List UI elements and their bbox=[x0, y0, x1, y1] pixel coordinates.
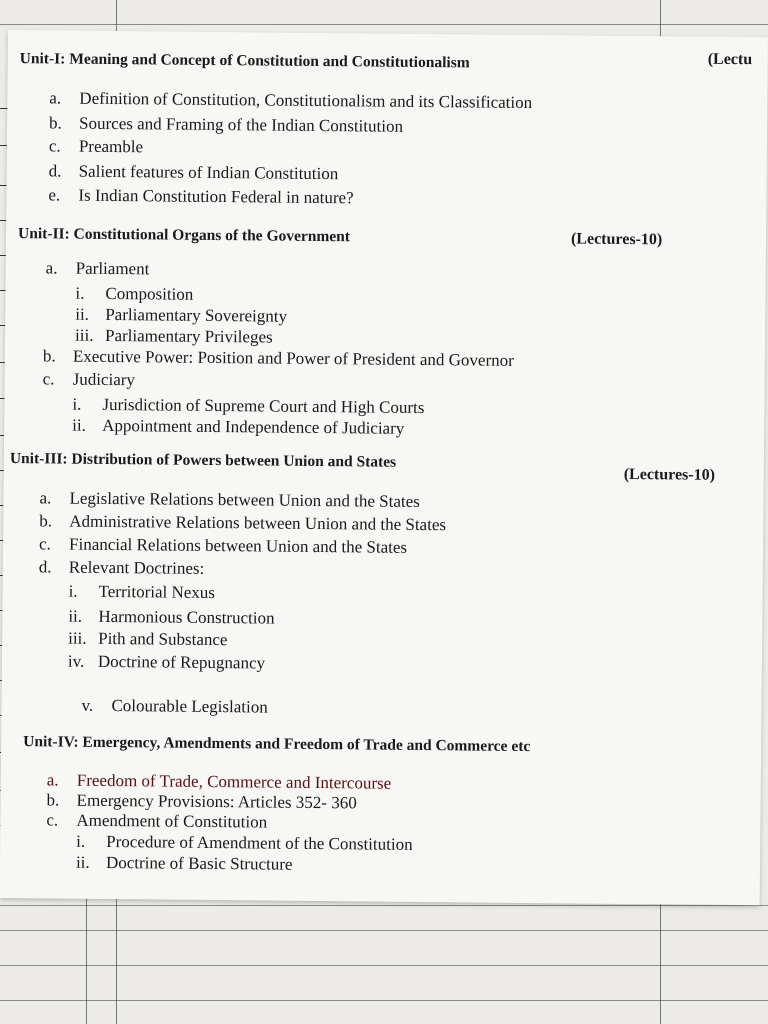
item-text: Pith and Substance bbox=[98, 628, 228, 650]
item-text: Legislative Relations between Union and the States bbox=[69, 488, 420, 511]
list-item bbox=[39, 534, 407, 558]
item-text: Jurisdiction of Supreme Court and High Courts bbox=[102, 394, 425, 418]
list-sub-item bbox=[68, 629, 228, 651]
item-marker: ii. bbox=[75, 852, 90, 872]
list-sub-item bbox=[69, 582, 216, 603]
item-marker: iv. bbox=[67, 651, 85, 671]
item-text: Salient features of Indian Constitution bbox=[78, 161, 339, 184]
item-marker: i. bbox=[68, 581, 78, 601]
list-item bbox=[49, 113, 403, 136]
list-sub-item bbox=[75, 305, 287, 327]
item-marker: iii. bbox=[68, 628, 87, 648]
list-item bbox=[49, 88, 532, 113]
list-sub-item bbox=[76, 853, 293, 875]
item-text: Parliamentary Privileges bbox=[104, 325, 273, 347]
list-sub-item bbox=[68, 607, 274, 629]
list-sub-item bbox=[76, 832, 413, 855]
unit-1-lectures: (Lectu bbox=[707, 50, 753, 69]
list-sub-item bbox=[72, 395, 424, 418]
item-text: Doctrine of Repugnancy bbox=[97, 651, 266, 673]
item-text: Colourable Legislation bbox=[111, 696, 268, 717]
unit-2-heading: Unit-II: Constitutional Organs of the Government bbox=[17, 225, 351, 246]
item-text: Is Indian Constitution Federal in nature? bbox=[78, 185, 354, 208]
item-text: Amendment of Constitution bbox=[76, 810, 268, 832]
ruled-line bbox=[0, 930, 768, 931]
item-marker: a. bbox=[45, 258, 58, 278]
item-marker: i. bbox=[75, 283, 85, 303]
syllabus-sheet bbox=[0, 30, 768, 905]
item-marker: e. bbox=[48, 185, 61, 205]
unit-1-heading: Unit-I: Meaning and Concept of Constitution and Constitutionalism bbox=[19, 50, 470, 72]
list-item bbox=[39, 511, 446, 535]
item-marker: b. bbox=[39, 511, 53, 531]
item-text: Preamble bbox=[78, 136, 144, 157]
item-marker: a. bbox=[49, 88, 62, 108]
item-text: Freedom of Trade, Commerce and Intercourse bbox=[76, 770, 392, 793]
item-text: Harmonious Construction bbox=[98, 606, 275, 628]
list-item bbox=[39, 557, 205, 579]
item-marker: i. bbox=[72, 394, 82, 414]
item-text: Doctrine of Basic Structure bbox=[105, 852, 293, 874]
item-text: Composition bbox=[105, 283, 194, 304]
item-text: Appointment and Independence of Judiciary bbox=[102, 415, 405, 438]
item-text: Judiciary bbox=[72, 369, 136, 390]
item-text: Parliament bbox=[75, 258, 150, 279]
list-item bbox=[48, 185, 353, 208]
list-item bbox=[43, 369, 136, 390]
item-text: Parliamentary Sovereignty bbox=[105, 304, 288, 326]
item-text: Relevant Doctrines: bbox=[68, 557, 205, 578]
item-marker: b. bbox=[46, 790, 60, 810]
unit-4-heading: Unit-IV: Emergency, Amendments and Freedom of Trade and Commerce etc bbox=[23, 733, 531, 756]
list-item bbox=[46, 258, 150, 279]
list-item bbox=[49, 136, 143, 157]
item-marker: b. bbox=[49, 113, 62, 133]
list-sub-item bbox=[75, 326, 273, 348]
item-marker: a. bbox=[39, 488, 52, 508]
list-sub-item bbox=[81, 696, 267, 718]
item-text: Territorial Nexus bbox=[98, 581, 216, 603]
unit-2-lectures: (Lectures-10) bbox=[570, 230, 663, 249]
ruled-line bbox=[0, 905, 768, 906]
item-text: Emergency Provisions: Articles 352- 360 bbox=[76, 790, 357, 813]
list-item bbox=[43, 346, 514, 371]
unit-3-lectures: (Lectures-10) bbox=[623, 465, 716, 484]
item-marker: d. bbox=[38, 557, 52, 577]
item-marker: c. bbox=[48, 136, 61, 156]
item-text: Definition of Constitution, Constitutionalism and its Classification bbox=[79, 88, 533, 113]
item-text: Procedure of Amendment of the Constitution bbox=[106, 831, 413, 854]
item-marker: i. bbox=[76, 831, 86, 851]
item-marker: d. bbox=[48, 161, 62, 181]
item-text: Executive Power: Position and Power of President and Governor bbox=[72, 346, 514, 370]
notebook-margin-line bbox=[86, 890, 87, 1024]
item-marker: ii. bbox=[72, 415, 87, 435]
item-marker: ii. bbox=[68, 606, 83, 626]
list-item bbox=[49, 161, 339, 184]
unit-3-heading: Unit-III: Distribution of Powers between Union and States bbox=[9, 450, 397, 471]
list-sub-item bbox=[72, 416, 404, 439]
item-marker: ii. bbox=[75, 304, 90, 324]
ruled-line bbox=[0, 1000, 768, 1001]
list-sub-item bbox=[75, 284, 193, 305]
ruled-line bbox=[0, 24, 768, 25]
list-item bbox=[39, 488, 419, 512]
item-marker: iii. bbox=[74, 325, 94, 345]
list-item bbox=[46, 810, 267, 832]
item-marker: b. bbox=[42, 346, 56, 366]
ruled-line bbox=[0, 965, 768, 966]
item-marker: c. bbox=[42, 369, 55, 389]
item-marker: c. bbox=[46, 810, 59, 830]
item-marker: c. bbox=[38, 534, 51, 554]
list-sub-item bbox=[68, 652, 265, 674]
item-text: Financial Relations between Union and the States bbox=[68, 534, 408, 557]
item-text: Administrative Relations between Union and the States bbox=[69, 511, 447, 535]
item-marker: v. bbox=[81, 695, 94, 715]
item-marker: a. bbox=[46, 770, 59, 790]
item-text: Sources and Framing of the Indian Constitution bbox=[79, 113, 404, 136]
